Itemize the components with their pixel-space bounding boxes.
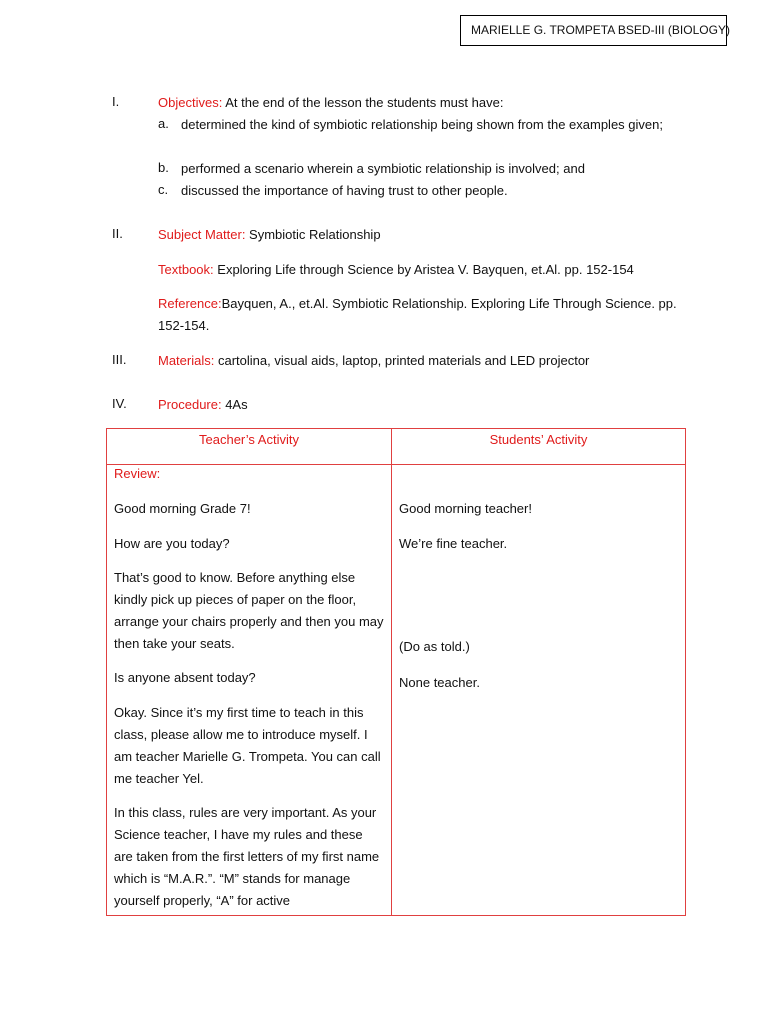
procedure-line xyxy=(158,394,698,416)
objectives-intro: At the end of the lesson the students must have: xyxy=(222,95,504,110)
teacher-line-6: In this class, rules are very important. As your Science teacher, I have my rules and these are taken from the first letters of my first name which is “M.A.R.”. “M” stands for manage yourself properly, “A” for active xyxy=(114,805,380,908)
procedure-value: 4As xyxy=(221,397,248,412)
textbook-label: Textbook: xyxy=(158,262,214,277)
teacher-activity-header: Teacher’s Activity xyxy=(199,432,299,447)
author-line: MARIELLE G. TROMPETA BSED-III (BIOLOGY) xyxy=(471,23,730,37)
textbook-value: Exploring Life through Science by Aristea V. Bayquen, et.Al. pp. 152-154 xyxy=(213,262,634,277)
materials-line xyxy=(158,350,698,372)
procedure-label: Procedure: xyxy=(158,397,222,412)
materials-label: Materials: xyxy=(158,353,215,368)
author-header xyxy=(460,15,730,46)
section-numeral-4: IV. xyxy=(112,396,127,411)
reference-value: Bayquen, A., et.Al. Symbiotic Relationship. Exploring Life Through Science. pp. 152-154. xyxy=(158,296,677,333)
objective-text-a: determined the kind of symbiotic relationship being shown from the examples given; xyxy=(181,117,663,132)
objective-letter-c: c. xyxy=(158,182,169,197)
objectives-label: Objectives: xyxy=(158,95,223,110)
objective-text-c: discussed the importance of having trust to other people. xyxy=(181,183,508,198)
students-activity-header: Students’ Activity xyxy=(489,432,588,447)
section-numeral-1: I. xyxy=(112,94,120,109)
teacher-line-4: Is anyone absent today? xyxy=(114,670,256,685)
section-numeral-3: III. xyxy=(112,352,127,367)
teacher-line-3: That’s good to know. Before anything else kindly pick up pieces of paper on the floor, arrange your chairs properly and then you may then take your seats. xyxy=(114,570,384,651)
materials-value: cartolina, visual aids, laptop, printed materials and LED projector xyxy=(214,353,590,368)
objective-text-b: performed a scenario wherein a symbiotic relationship is involved; and xyxy=(181,161,585,176)
activity-table xyxy=(106,428,686,916)
objective-letter-a: a. xyxy=(158,116,169,131)
objectives-heading xyxy=(158,92,698,114)
subject-matter-line xyxy=(158,224,698,246)
student-line-3: (Do as told.) xyxy=(399,639,470,654)
reference-line xyxy=(158,293,688,337)
review-label: Review: xyxy=(114,466,161,481)
student-line-4: None teacher. xyxy=(399,675,480,690)
textbook-line xyxy=(158,259,698,281)
subject-matter-label: Subject Matter: xyxy=(158,227,246,242)
table-column-divider xyxy=(391,429,392,915)
section-numeral-2: II. xyxy=(112,226,123,241)
teacher-line-5: Okay. Since it’s my first time to teach in this class, please allow me to introduce myself. I am teacher Marielle G. Trompeta. You can call me teacher Yel. xyxy=(114,705,381,786)
student-line-2: We’re fine teacher. xyxy=(399,536,508,551)
objective-letter-b: b. xyxy=(158,160,169,175)
subject-matter-value: Symbiotic Relationship xyxy=(245,227,381,242)
teacher-line-2: How are you today? xyxy=(114,536,230,551)
reference-label: Reference: xyxy=(158,296,222,311)
student-line-1: Good morning teacher! xyxy=(399,501,532,516)
teacher-line-1: Good morning Grade 7! xyxy=(114,501,251,516)
